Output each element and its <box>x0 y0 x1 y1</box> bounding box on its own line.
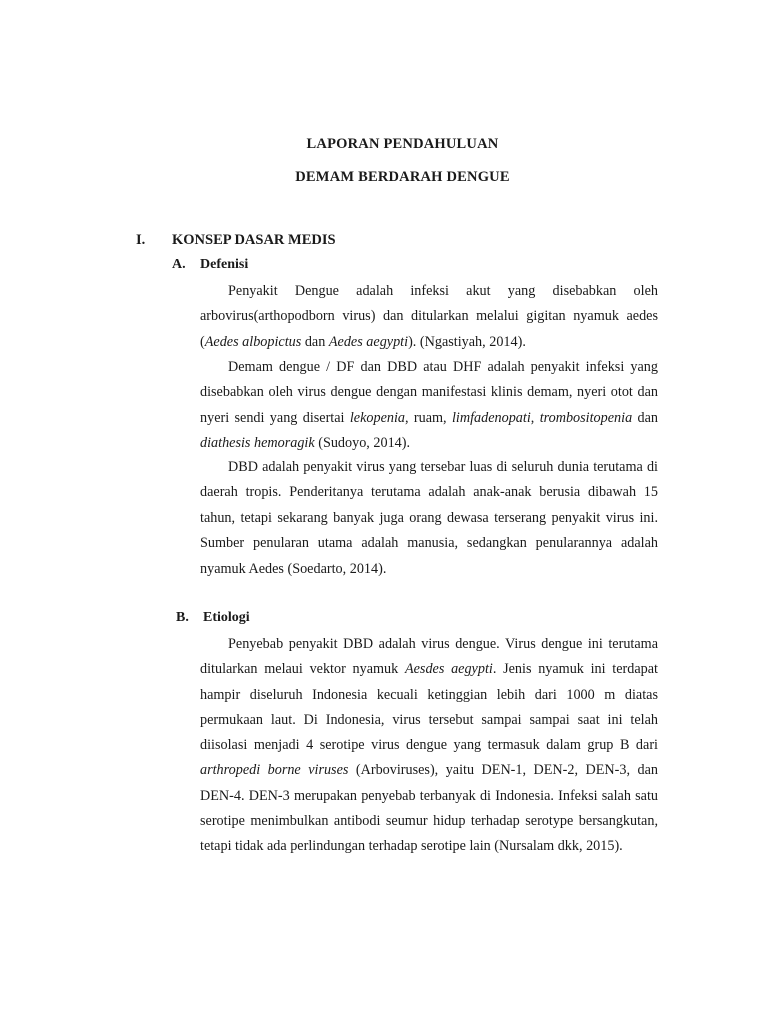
text-run: Penyakit Dengue adalah infeksi akut yang disebabkan oleh arbovirus(arthopodborn virus) dan ditularkan melalui gigitan nyamuk aedes ( <box>200 283 658 350</box>
text-run: ). (Ngastiyah, 2014). <box>408 333 526 350</box>
definition-paragraph-3 <box>200 455 658 582</box>
italic-term: Aedes albopictus <box>204 333 302 350</box>
definition-paragraph-1 <box>200 279 658 355</box>
text-run: (Arboviruses), yaitu DEN-1, DEN-2, DEN-3, dan DEN-4. DEN-3 merupakan penyebab terbanyak di Indonesia. Infeksi salah satu serotipe menimbulkan antibodi seumur hidup terhadap serotype bersangkutan, tetapi tidak ada perlindungan terhadap serotipe lain (Nursalam dkk, 2015). <box>200 762 658 855</box>
etiology-paragraph <box>200 632 658 860</box>
text-run: . Jenis nyamuk ini terdapat hampir diseluruh Indonesia kecuali ketinggian lebih dari 1000 m diatas permukaan laut. Di Indonesia, virus tersebut sampai sampai saat ini telah diisolasi menjadi 4 serotipe virus dengue yang termasuk dalam grup B dari <box>200 661 658 754</box>
text-run: dan <box>632 409 659 426</box>
subsection-b-letter: B. <box>176 610 189 625</box>
subsection-a-letter: A. <box>172 257 186 272</box>
italic-term: Aesdes aegypti <box>404 661 493 678</box>
text-run: , <box>530 409 540 426</box>
subsection-b-heading: Etiologi <box>203 610 250 625</box>
italic-term: diathesis hemoragik <box>200 435 315 452</box>
subsection-a-heading: Defenisi <box>200 257 249 272</box>
document-title: LAPORAN PENDAHULUAN <box>306 136 499 152</box>
section-heading: KONSEP DASAR MEDIS <box>172 232 336 248</box>
italic-term: limfadenopati <box>451 409 531 426</box>
italic-term: arthropedi borne viruses <box>200 762 349 779</box>
italic-term: trombositopenia <box>539 409 633 426</box>
text-run: DBD adalah penyakit virus yang tersebar luas di seluruh dunia terutama di daerah tropis. Penderitanya terutama adalah anak-anak berusia dibawah 15 tahun, tetapi sekarang banyak juga orang dewasa terserang penyakit virus ini. Sumber penularan utama adalah manusia, sedangkan penularannya adalah nyamuk Aedes (Soedarto, 2014). <box>200 459 658 577</box>
text-run: Demam dengue / DF dan DBD atau DHF adalah penyakit infeksi yang disebabkan oleh virus dengue dengan manifestasi klinis demam, nyeri otot dan nyeri sendi yang disertai <box>200 359 658 426</box>
document-subtitle: DEMAM BERDARAH DENGUE <box>295 169 510 185</box>
text-run: Penyebab penyakit DBD adalah virus dengue. Virus dengue ini terutama ditularkan melaui vektor nyamuk <box>200 636 658 678</box>
text-run: , ruam, <box>405 409 452 426</box>
section-number: I. <box>136 232 146 248</box>
definition-paragraph-2 <box>200 355 658 457</box>
text-run: dan <box>301 333 329 350</box>
italic-term: lekopenia <box>349 409 405 426</box>
text-run: (Sudoyo, 2014). <box>314 435 411 452</box>
italic-term: Aedes aegypti <box>328 333 409 350</box>
